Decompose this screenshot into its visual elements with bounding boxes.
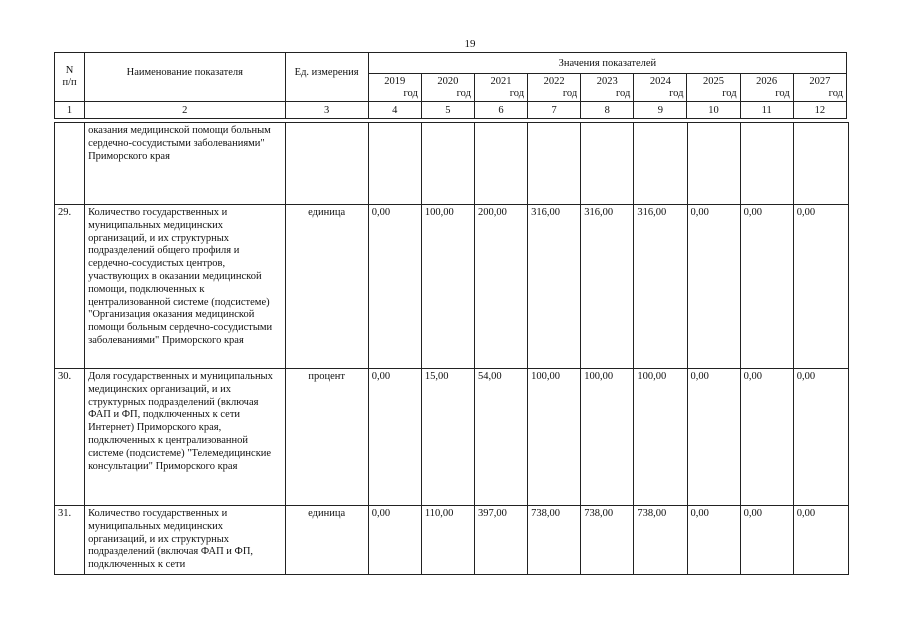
data-table [54,122,849,575]
column-number: 2 [85,102,285,119]
value-cell: 15,00 [421,369,474,506]
page-number: 19 [464,38,476,50]
year-label: 2020 [437,75,459,87]
unit-cell: единица [285,506,368,575]
value-cell: 0,00 [368,205,421,369]
header-year-2024 [634,74,687,102]
column-number: 3 [285,102,368,119]
indicator-name: Количество государственных и муниципальных медицинских организаций, и их структурных подразделений общего профиля и сердечно-сосудистых центров, участвующих в оказании медицинской помощи, подключенных к централизованной системе (подсистеме) "Организация оказания медицинской помощи больным сердечно-сосудистыми заболеваниями" Приморского края [85,205,286,369]
year-label: 2022 [543,75,565,87]
value-cell [421,123,474,205]
header-name: Наименование показателя [85,53,285,102]
year-word: год [509,87,525,99]
header-year-2022 [528,74,581,102]
year-label: 2023 [596,75,618,87]
value-cell: 316,00 [528,205,581,369]
year-label: 2019 [384,75,406,87]
header-num: N п/п [55,53,85,102]
table-row [55,369,849,506]
header-year-2019 [368,74,421,102]
value-cell: 316,00 [581,205,634,369]
value-cell: 738,00 [528,506,581,575]
column-number: 9 [634,102,687,119]
value-cell [793,123,848,205]
row-number: 31. [55,506,85,575]
value-cell: 100,00 [634,369,687,506]
value-cell: 0,00 [368,506,421,575]
value-cell: 54,00 [475,369,528,506]
value-cell [475,123,528,205]
unit-cell [285,123,368,205]
value-cell: 100,00 [421,205,474,369]
header-year-2026 [740,74,793,102]
table-row [55,506,849,575]
year-label: 2026 [756,75,778,87]
header-year-2020 [421,74,474,102]
value-cell: 0,00 [740,506,793,575]
year-word: год [775,87,790,99]
column-number: 12 [793,102,846,119]
value-cell: 0,00 [687,369,740,506]
column-number: 6 [474,102,527,119]
value-cell: 0,00 [687,506,740,575]
value-cell: 0,00 [740,369,793,506]
header-year-2027 [793,74,846,102]
row-number: 30. [55,369,85,506]
value-cell: 0,00 [368,369,421,506]
indicator-name: Количество государственных и муниципальных медицинских организаций, и их структурных подразделений (включая ФАП и ФП, подключенных к сети [85,506,286,575]
column-number: 7 [528,102,581,119]
header-unit: Ед. измерения [285,53,368,102]
column-number: 1 [55,102,85,119]
indicator-name: Доля государственных и муниципальных медицинских организаций, и их структурных подразделений (включая ФАП и ФП, подключенных к сети Интернет) Приморского края, подключенных к централизованной системе (подсистеме) "Телемедицинские консультации" Приморского края [85,369,286,506]
value-cell: 738,00 [581,506,634,575]
value-cell: 100,00 [581,369,634,506]
value-cell: 738,00 [634,506,687,575]
value-cell: 0,00 [740,205,793,369]
header-year-2025 [687,74,740,102]
year-label: 2025 [703,75,725,87]
value-cell [740,123,793,205]
value-cell: 0,00 [793,506,848,575]
table-row [55,205,849,369]
table-header [54,52,847,119]
value-cell: 397,00 [475,506,528,575]
year-word: год [669,87,684,99]
value-cell [687,123,740,205]
value-cell [368,123,421,205]
value-cell: 200,00 [475,205,528,369]
column-number: 5 [421,102,474,119]
column-number: 8 [581,102,634,119]
year-label: 2027 [809,75,831,87]
year-label: 2021 [490,75,512,87]
column-number: 11 [740,102,793,119]
row-number [55,123,85,205]
header-year-2021 [474,74,527,102]
value-cell [634,123,687,205]
value-cell: 100,00 [528,369,581,506]
year-label: 2024 [649,75,671,87]
value-cell: 316,00 [634,205,687,369]
indicator-name: оказания медицинской помощи больным сердечно-сосудистыми заболеваниями" Приморского края [85,123,286,205]
column-number: 10 [687,102,740,119]
unit-cell: единица [285,205,368,369]
table-row [55,123,849,205]
year-word: год [562,87,578,99]
year-word: год [616,87,631,99]
year-word: год [722,87,737,99]
row-number: 29. [55,205,85,369]
year-word: год [828,87,843,99]
column-number: 4 [368,102,421,119]
value-cell: 0,00 [793,205,848,369]
value-cell: 0,00 [687,205,740,369]
value-cell [528,123,581,205]
year-word: год [456,87,471,99]
value-cell: 110,00 [421,506,474,575]
year-word: год [403,87,418,99]
value-cell: 0,00 [793,369,848,506]
value-cell [581,123,634,205]
unit-cell: процент [285,369,368,506]
header-year-2023 [581,74,634,102]
header-values: Значения показателей [368,53,846,74]
